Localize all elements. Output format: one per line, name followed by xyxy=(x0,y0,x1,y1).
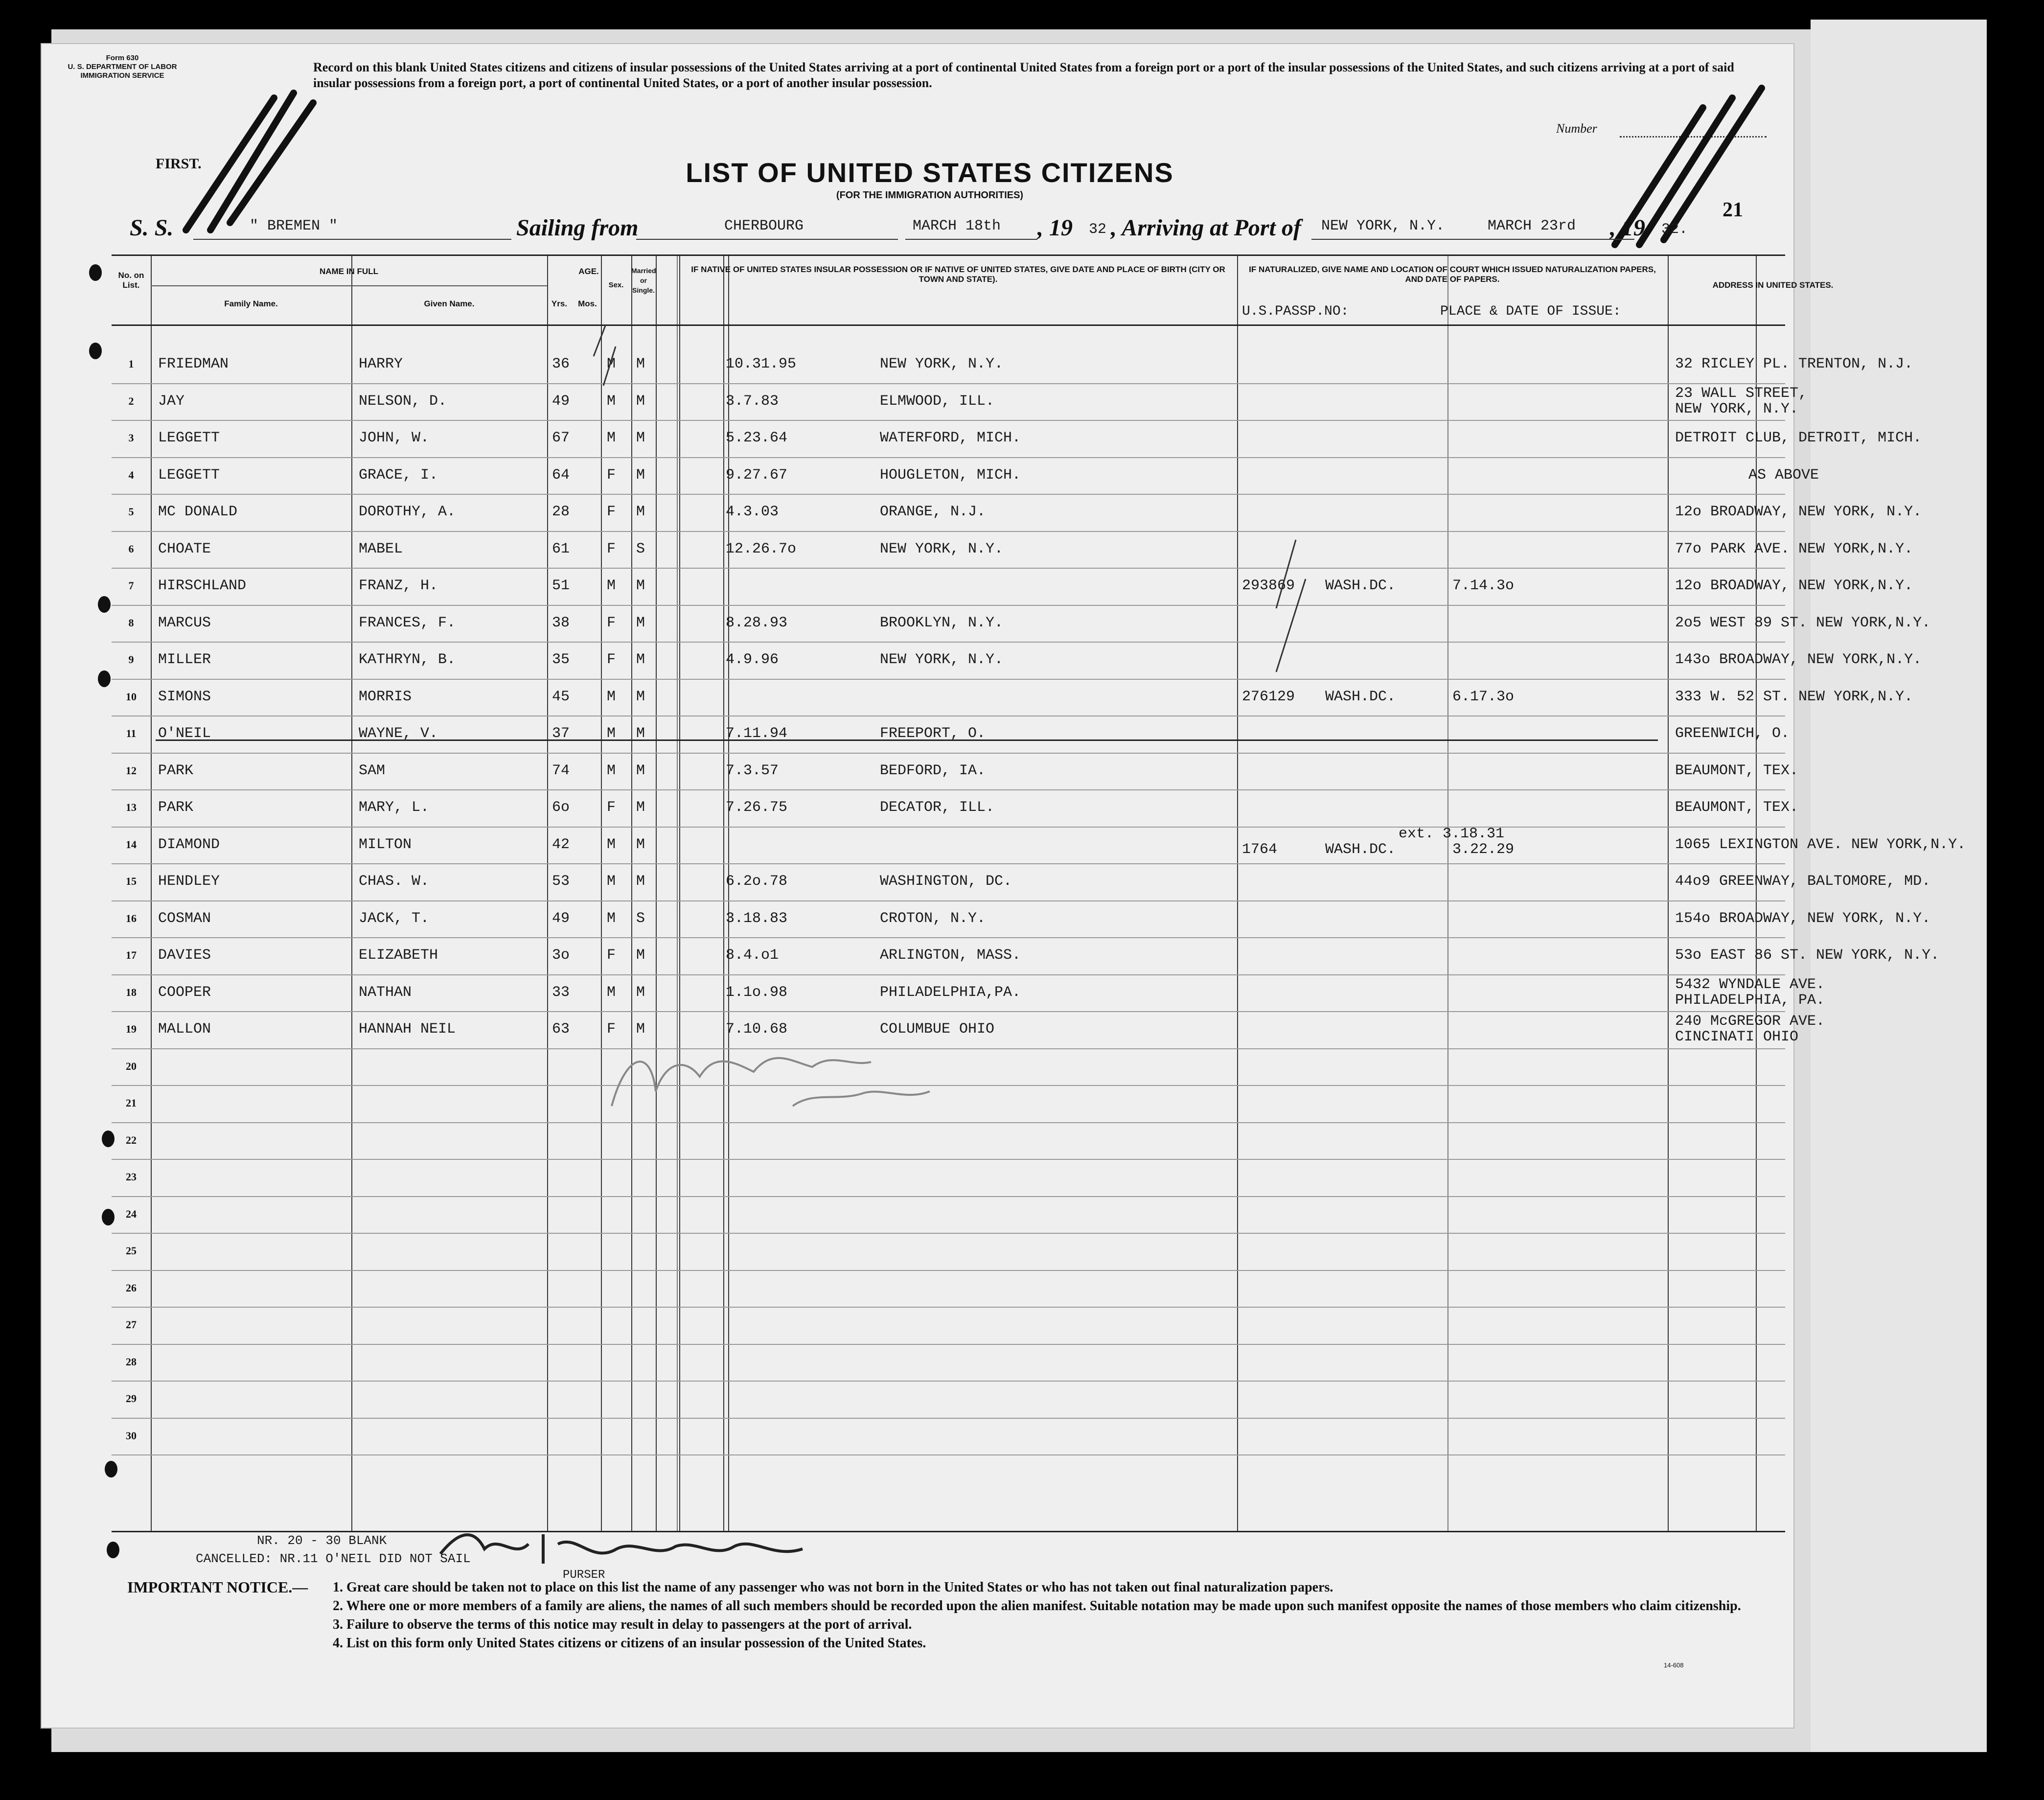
check-marks xyxy=(112,256,1785,1531)
family-name: O'NEIL xyxy=(158,725,211,742)
birth-date: 8.28.93 xyxy=(726,614,788,631)
ss-label: S. S. xyxy=(130,215,174,241)
age-years: 36 xyxy=(552,356,570,372)
row-number: 16 xyxy=(126,912,137,924)
given-name: FRANZ, H. xyxy=(359,577,438,594)
birth-date: 7.3.57 xyxy=(726,762,779,779)
given-name: WAYNE, V. xyxy=(359,725,438,742)
department: U. S. DEPARTMENT OF LABOR xyxy=(68,63,177,71)
birth-place: BEDFORD, IA. xyxy=(880,762,986,779)
sex: F xyxy=(607,504,616,520)
birth-place: DECATOR, ILL. xyxy=(880,799,995,816)
marital-status: M xyxy=(636,466,645,484)
marital-status: M xyxy=(636,614,645,631)
purser-signature xyxy=(431,1524,861,1573)
age-years: 49 xyxy=(552,910,570,927)
port-from: CHERBOURG xyxy=(724,218,804,234)
birth-place: FREEPORT, O. xyxy=(880,725,986,742)
sex: F xyxy=(607,540,616,557)
family-name: LEGGETT xyxy=(158,430,220,446)
birth-date: 4.3.03 xyxy=(726,504,779,520)
passport-number: 276129 xyxy=(1242,688,1295,705)
row-number: 1 xyxy=(128,358,134,370)
family-name: DAVIES xyxy=(158,947,211,964)
given-name: MORRIS xyxy=(359,688,412,705)
issue-date: 7.14.3o xyxy=(1452,577,1515,594)
age-years: 6o xyxy=(552,799,570,816)
given-name: DOROTHY, A. xyxy=(359,504,456,520)
given-name: GRACE, I. xyxy=(359,466,438,484)
port-to-line xyxy=(1311,239,1634,240)
given-name: FRANCES, F. xyxy=(359,614,456,631)
address: AS ABOVE xyxy=(1748,466,1819,484)
given-name: CHAS. W. xyxy=(359,873,430,890)
row-number: 11 xyxy=(126,727,137,739)
row-number: 29 xyxy=(126,1392,137,1405)
row-number: 23 xyxy=(126,1171,137,1183)
family-name: DIAMOND xyxy=(158,836,220,853)
passport-number: 1764 xyxy=(1242,841,1278,858)
sex: F xyxy=(607,651,616,668)
address: BEAUMONT, TEX. xyxy=(1675,799,1799,816)
birth-place: ARLINGTON, MASS. xyxy=(880,947,1021,964)
family-name: SIMONS xyxy=(158,688,211,705)
sex: F xyxy=(607,466,616,484)
address-line-2: NEW YORK, N.Y. xyxy=(1675,400,1799,417)
age-years: 37 xyxy=(552,725,570,742)
row-number: 21 xyxy=(126,1097,137,1109)
passport-number: 293869 xyxy=(1242,577,1295,594)
header-age: AGE. xyxy=(578,267,599,276)
row-number: 26 xyxy=(126,1281,137,1294)
sex: M xyxy=(607,688,616,705)
birth-place: COLUMBUE OHIO xyxy=(880,1021,995,1038)
punch-hole xyxy=(89,343,102,359)
birth-date: 7.26.75 xyxy=(726,799,788,816)
year-prefix-2: , 19 xyxy=(1610,215,1645,241)
birth-date: 12.26.7o xyxy=(726,540,797,557)
address: BEAUMONT, TEX. xyxy=(1675,762,1799,779)
address: 44o9 GREENWAY, BALTOMORE, MD. xyxy=(1675,873,1931,890)
birth-date: 6.2o.78 xyxy=(726,873,788,890)
notice-items xyxy=(333,1578,1776,1653)
row-number: 9 xyxy=(128,653,134,666)
address: 12o BROADWAY, NEW YORK,N.Y. xyxy=(1675,577,1913,594)
given-name: SAM xyxy=(359,762,386,779)
header-mos: Mos. xyxy=(578,299,597,308)
address: GREENWICH, O. xyxy=(1675,725,1790,742)
marital-status: M xyxy=(636,392,645,410)
punch-hole xyxy=(107,1542,119,1558)
age-years: 35 xyxy=(552,651,570,668)
age-years: 38 xyxy=(552,614,570,631)
notice-item: 3. Failure to observe the terms of this notice may result in delay to passengers at the port of arrival. xyxy=(333,1617,912,1632)
address-line-1: 5432 WYNDALE AVE. xyxy=(1675,976,1825,993)
address: 53o EAST 86 ST. NEW YORK, N.Y. xyxy=(1675,947,1940,964)
header-native: IF NATIVE OF UNITED STATES INSULAR POSSESSION OR IF NATIVE OF UNITED STATES, GIVE DATE AND PLACE OF BIRTH (CITY OR TOWN AND STATE). xyxy=(691,265,1225,284)
age-years: 3o xyxy=(552,947,570,964)
address-line-2: CINCINATI OHIO xyxy=(1675,1029,1799,1045)
year-suffix-2: 32. xyxy=(1661,221,1688,238)
header-sex: Sex. xyxy=(608,281,624,289)
age-years: 49 xyxy=(552,392,570,410)
birth-date: 1.1o.98 xyxy=(726,984,788,1001)
family-name: MC DONALD xyxy=(158,504,238,520)
birth-place: WASHINGTON, DC. xyxy=(880,873,1012,890)
birth-date: 3.7.83 xyxy=(726,392,779,410)
family-name: PARK xyxy=(158,762,194,779)
family-name: LEGGETT xyxy=(158,466,220,484)
family-name: HIRSCHLAND xyxy=(158,577,247,594)
punch-hole xyxy=(105,1461,117,1477)
cancelled-note: CANCELLED: NR.11 O'NEIL DID NOT SAIL xyxy=(196,1551,471,1566)
row-number: 30 xyxy=(126,1429,137,1442)
birth-date: 5.23.64 xyxy=(726,430,788,446)
marital-status: M xyxy=(636,356,645,372)
age-years: 53 xyxy=(552,873,570,890)
marital-status: M xyxy=(636,762,645,779)
ship-name: " BREMEN " xyxy=(250,218,338,234)
ship-line xyxy=(193,239,511,240)
marital-status: M xyxy=(636,1021,645,1038)
family-name: JAY xyxy=(158,392,185,410)
age-years: 67 xyxy=(552,430,570,446)
form-number: Form 630 xyxy=(106,54,139,62)
header-no: No. on List. xyxy=(118,271,144,290)
issue-date: 3.22.29 xyxy=(1452,841,1515,858)
row-number: 4 xyxy=(128,468,134,481)
notice-item: 1. Great care should be taken not to place on this list the name of any passenger who was not born in the United States or who has not taken out final naturalization papers. xyxy=(333,1580,1333,1595)
address: 333 W. 52 ST. NEW YORK,N.Y. xyxy=(1675,688,1913,705)
marital-status: M xyxy=(636,577,645,594)
arriving-label: , Arriving at Port of xyxy=(1111,215,1301,241)
header-passport: U.S.PASSP.NO: xyxy=(1242,304,1349,319)
sex: F xyxy=(607,947,616,964)
notice-title: IMPORTANT NOTICE.— xyxy=(127,1578,308,1596)
given-name: HARRY xyxy=(359,356,403,372)
family-name: HENDLEY xyxy=(158,873,220,890)
header-given-name: Given Name. xyxy=(424,299,475,308)
family-name: PARK xyxy=(158,799,194,816)
header-yrs: Yrs. xyxy=(551,299,568,308)
header-marital: Married or Single. xyxy=(631,267,656,294)
birth-place: BROOKLYN, N.Y. xyxy=(880,614,1004,631)
address: 143o BROADWAY, NEW YORK,N.Y. xyxy=(1675,651,1922,668)
address-line-1: 23 WALL STREET, xyxy=(1675,385,1808,402)
marital-status: M xyxy=(636,430,645,446)
marital-status: M xyxy=(636,799,645,816)
age-years: 51 xyxy=(552,577,570,594)
class-label: FIRST. xyxy=(156,156,202,172)
birth-place: NEW YORK, N.Y. xyxy=(880,651,1004,668)
page-subtitle: (FOR THE IMMIGRATION AUTHORITIES) xyxy=(836,190,1024,201)
row-number: 28 xyxy=(126,1355,137,1368)
given-name: ELIZABETH xyxy=(359,947,438,964)
family-name: CHOATE xyxy=(158,540,211,557)
row-number: 20 xyxy=(126,1060,137,1072)
arrive-date: MARCH 23rd xyxy=(1488,218,1576,234)
birth-date: 7.11.94 xyxy=(726,725,788,742)
marital-status: M xyxy=(636,873,645,890)
row-number: 12 xyxy=(126,764,137,777)
passenger-table xyxy=(112,254,1966,1532)
header-place-date: PLACE & DATE OF ISSUE: xyxy=(1440,304,1621,319)
row-number: 6 xyxy=(128,542,134,555)
row-number: 13 xyxy=(126,801,137,813)
sex: M xyxy=(607,725,616,742)
family-name: FRIEDMAN xyxy=(158,356,229,372)
address: 1065 LEXINGTON AVE. NEW YORK,N.Y. xyxy=(1675,836,1966,853)
sex: M xyxy=(607,836,616,853)
row-number: 18 xyxy=(126,986,137,998)
form-code: 14-608 xyxy=(1664,1662,1684,1669)
sex: M xyxy=(607,356,616,372)
address: 12o BROADWAY, NEW YORK, N.Y. xyxy=(1675,504,1922,520)
family-name: MARCUS xyxy=(158,614,211,631)
row-number: 14 xyxy=(126,838,137,851)
sex: F xyxy=(607,614,616,631)
row-number: 25 xyxy=(126,1245,137,1257)
port-line xyxy=(636,239,898,240)
sex: F xyxy=(607,1021,616,1038)
given-name: NATHAN xyxy=(359,984,412,1001)
year-suffix-1: 32 xyxy=(1089,221,1107,238)
marital-status: M xyxy=(636,836,645,853)
birth-date: 7.10.68 xyxy=(726,1021,788,1038)
marital-status: M xyxy=(636,688,645,705)
address: 32 RICLEY PL. TRENTON, N.J. xyxy=(1675,356,1913,372)
blank-rows-note: NR. 20 - 30 BLANK xyxy=(257,1533,387,1548)
given-name: JACK, T. xyxy=(359,910,430,927)
row-number: 7 xyxy=(128,579,134,592)
age-years: 42 xyxy=(552,836,570,853)
punch-hole xyxy=(89,264,102,281)
birth-place: ELMWOOD, ILL. xyxy=(880,392,995,410)
row-number: 3 xyxy=(128,432,134,444)
address: DETROIT CLUB, DETROIT, MICH. xyxy=(1675,430,1922,446)
header-naturalized: IF NATURALIZED, GIVE NAME AND LOCATION OF COURT WHICH ISSUED NATURALIZATION PAPERS, AND DATE OF PAPERS. xyxy=(1249,265,1656,284)
family-name: COOPER xyxy=(158,984,211,1001)
age-years: 45 xyxy=(552,688,570,705)
row-number: 19 xyxy=(126,1023,137,1035)
age-years: 28 xyxy=(552,504,570,520)
number-label: Number xyxy=(1556,121,1597,136)
birth-date: 4.9.96 xyxy=(726,651,779,668)
age-years: 63 xyxy=(552,1021,570,1038)
sex: M xyxy=(607,577,616,594)
marital-status: M xyxy=(636,947,645,964)
marital-status: S xyxy=(636,910,645,927)
sail-date: MARCH 18th xyxy=(913,218,1001,234)
row-number: 8 xyxy=(128,616,134,629)
given-name: HANNAH NEIL xyxy=(359,1021,456,1038)
sex: F xyxy=(607,799,616,816)
marital-status: S xyxy=(636,540,645,557)
birth-place: PHILADELPHIA,PA. xyxy=(880,984,1021,1001)
sailing-from-label: Sailing from xyxy=(516,215,639,241)
punch-hole xyxy=(98,670,111,687)
address-line-1: 240 McGREGOR AVE. xyxy=(1675,1013,1825,1030)
birth-date: 9.27.67 xyxy=(726,466,788,484)
issue-date: 6.17.3o xyxy=(1452,688,1515,705)
punch-hole xyxy=(102,1209,115,1225)
birth-date: 10.31.95 xyxy=(726,356,797,372)
address-line-2: PHILADELPHIA, PA. xyxy=(1675,992,1825,1009)
sex: M xyxy=(607,762,616,779)
sex: M xyxy=(607,984,616,1001)
pen-mark-left xyxy=(186,93,313,230)
row-number: 27 xyxy=(126,1318,137,1331)
issue-place: WASH.DC. xyxy=(1325,688,1396,705)
marital-status: M xyxy=(636,725,645,742)
pen-marks xyxy=(0,0,2044,294)
sex: M xyxy=(607,430,616,446)
birth-date: 3.18.83 xyxy=(726,910,788,927)
notice-item: 4. List on this form only United States citizens or citizens of an insular possession of the United States. xyxy=(333,1636,926,1651)
header-name-in-full: NAME IN FULL xyxy=(320,267,378,276)
row-number: 10 xyxy=(126,690,137,703)
age-years: 61 xyxy=(552,540,570,557)
given-name: MABEL xyxy=(359,540,403,557)
family-name: MILLER xyxy=(158,651,211,668)
notice-item: 2. Where one or more members of a family are aliens, the names of all such members should be recorded upon the alien manifest. Suitable notation may be made upon such manifest opposite the names of those members who claim citizenship. xyxy=(333,1598,1741,1614)
birth-place: NEW YORK, N.Y. xyxy=(880,540,1004,557)
given-name: KATHRYN, B. xyxy=(359,651,456,668)
service: IMMIGRATION SERVICE xyxy=(80,71,164,80)
address: 154o BROADWAY, NEW YORK, N.Y. xyxy=(1675,910,1931,927)
inspector-signature xyxy=(607,1033,949,1121)
row-number: 22 xyxy=(126,1133,137,1146)
year-prefix-1: , 19 xyxy=(1037,215,1073,241)
page-number: 21 xyxy=(1722,199,1743,221)
date-line xyxy=(905,239,1037,240)
marital-status: M xyxy=(636,651,645,668)
marital-status: M xyxy=(636,984,645,1001)
sex: M xyxy=(607,873,616,890)
punch-hole xyxy=(98,596,111,613)
family-name: MALLON xyxy=(158,1021,211,1038)
age-years: 64 xyxy=(552,466,570,484)
given-name: MILTON xyxy=(359,836,412,853)
row-number: 17 xyxy=(126,949,137,961)
page-title: LIST OF UNITED STATES CITIZENS xyxy=(686,157,1174,188)
birth-date: 8.4.o1 xyxy=(726,947,779,964)
given-name: MARY, L. xyxy=(359,799,430,816)
address: 77o PARK AVE. NEW YORK,N.Y. xyxy=(1675,540,1913,557)
row-number: 15 xyxy=(126,875,137,887)
punch-hole xyxy=(102,1131,115,1147)
birth-place: WATERFORD, MICH. xyxy=(880,430,1021,446)
given-name: NELSON, D. xyxy=(359,392,447,410)
passport-extension: ext. 3.18.31 xyxy=(1399,825,1505,842)
purser-label: PURSER xyxy=(563,1569,605,1582)
birth-place: HOUGLETON, MICH. xyxy=(880,466,1021,484)
row-number: 24 xyxy=(126,1207,137,1220)
age-years: 74 xyxy=(552,762,570,779)
age-years: 33 xyxy=(552,984,570,1001)
family-name: COSMAN xyxy=(158,910,211,927)
issue-place: WASH.DC. xyxy=(1325,841,1396,858)
header-family-name: Family Name. xyxy=(224,299,278,308)
marital-status: M xyxy=(636,504,645,520)
birth-place: NEW YORK, N.Y. xyxy=(880,356,1004,372)
birth-place: CROTON, N.Y. xyxy=(880,910,986,927)
sex: M xyxy=(607,392,616,410)
record-instructions: Record on this blank United States citizens and citizens of insular possessions of the United States arriving at a port of continental United States from a foreign port or a port of the insular possessions of the United States, and such citizens arriving at a port of said insular possessions from a foreign port, a port of continental United States, or a port of another insular possession. xyxy=(313,60,1734,90)
birth-place: ORANGE, N.J. xyxy=(880,504,986,520)
issue-place: WASH.DC. xyxy=(1325,577,1396,594)
port-to: NEW YORK, N.Y. xyxy=(1321,218,1445,234)
row-number: 2 xyxy=(128,394,134,407)
address: 2o5 WEST 89 ST. NEW YORK,N.Y. xyxy=(1675,614,1931,631)
row-number: 5 xyxy=(128,506,134,518)
sex: M xyxy=(607,910,616,927)
header-address: ADDRESS IN UNITED STATES. xyxy=(1712,280,1834,290)
given-name: JOHN, W. xyxy=(359,430,430,446)
